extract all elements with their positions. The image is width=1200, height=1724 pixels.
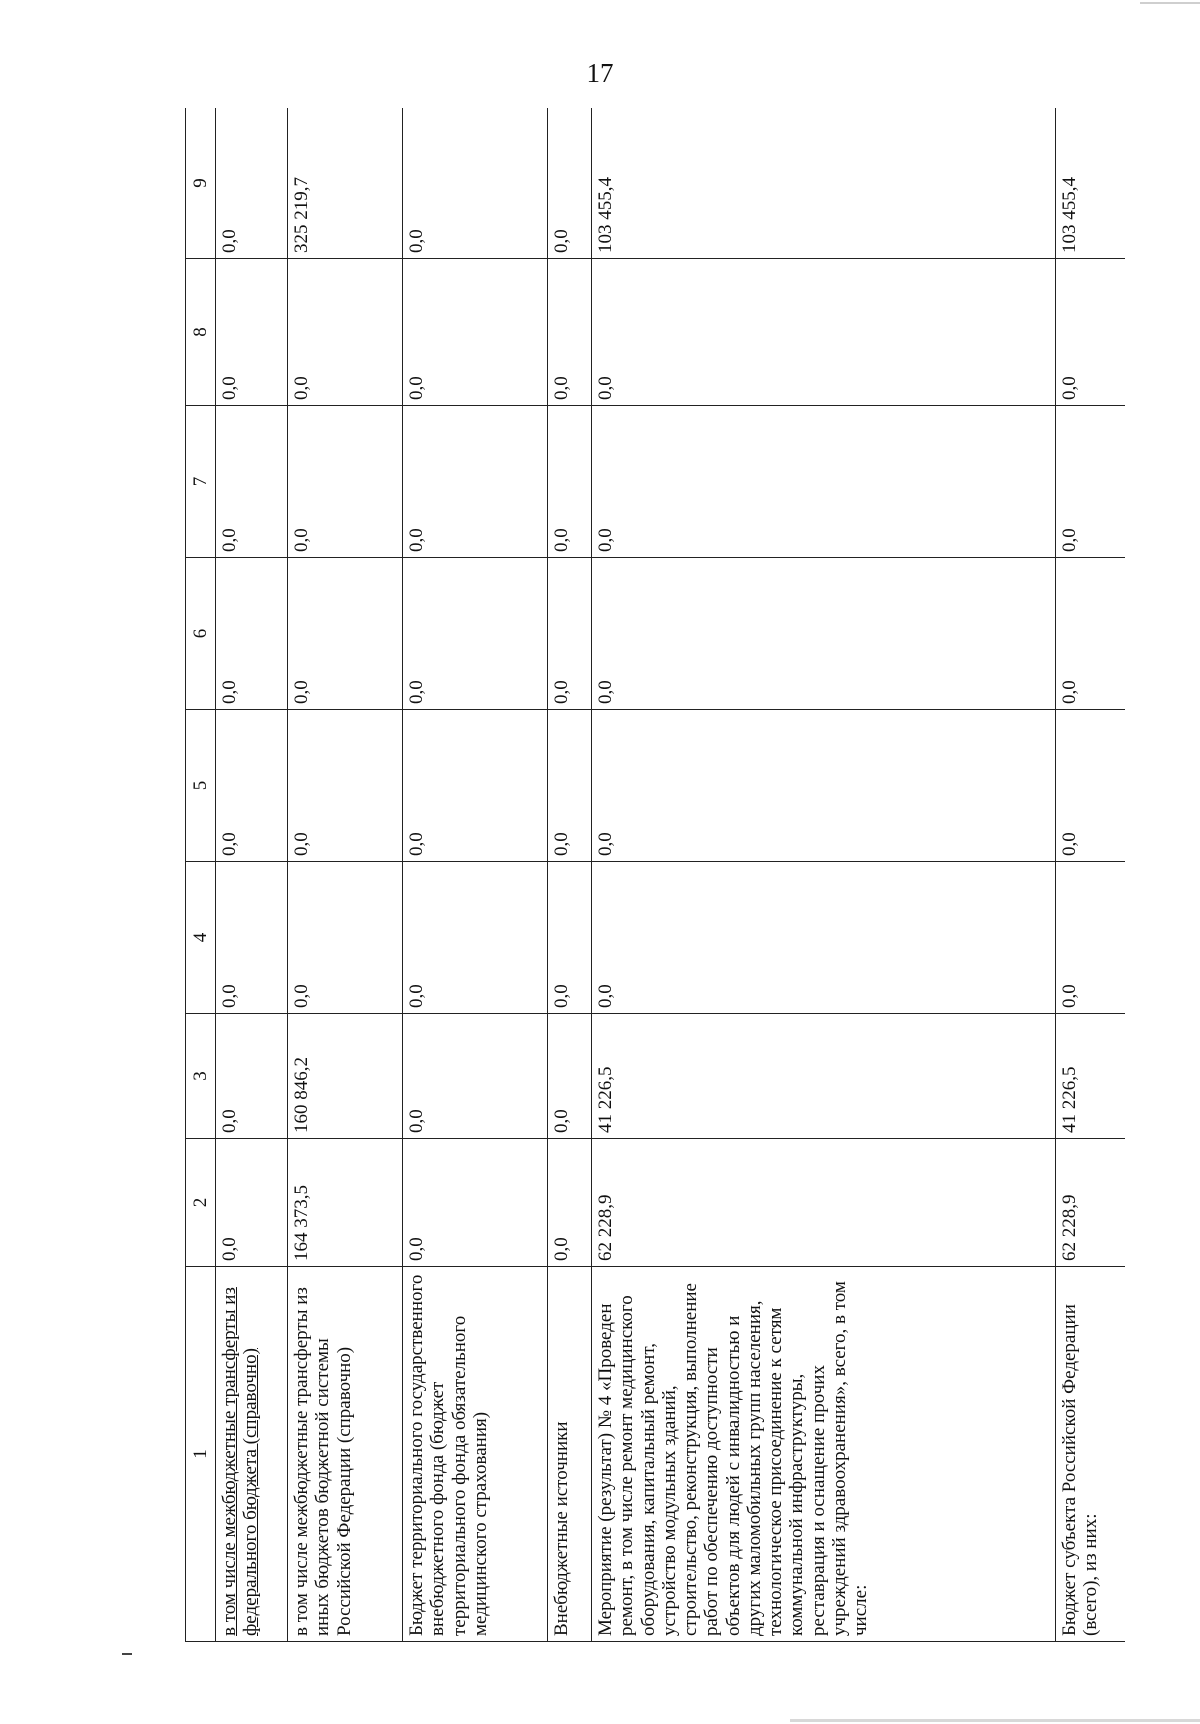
value-cell: 0,0 xyxy=(403,1014,548,1139)
value-cell: 41 226,5 xyxy=(592,1014,1056,1139)
page-number: 17 xyxy=(586,58,614,88)
value-cell: 62 228,9 xyxy=(592,1139,1056,1267)
value-cell: 103 455,4 xyxy=(1056,108,1126,259)
header-cell: 3 xyxy=(186,1014,216,1139)
value-cell: 62 228,9 xyxy=(1056,1139,1126,1267)
value-cell: 0,0 xyxy=(288,558,403,710)
value-cell: 103 455,4 xyxy=(592,108,1056,259)
row-label: Внебюджетные источники xyxy=(548,1267,592,1642)
value-cell: 325 219,7 xyxy=(288,108,403,259)
table-row xyxy=(216,108,288,1642)
value-cell: 0,0 xyxy=(592,862,1056,1014)
table-frame xyxy=(185,108,1125,1642)
table-row xyxy=(548,108,592,1642)
value-cell: 0,0 xyxy=(548,1014,592,1139)
value-cell: 0,0 xyxy=(216,1139,288,1267)
value-cell: 0,0 xyxy=(288,862,403,1014)
value-cell: 0,0 xyxy=(216,710,288,862)
value-cell: 0,0 xyxy=(1056,710,1126,862)
table-row xyxy=(403,108,548,1642)
value-cell: 41 226,5 xyxy=(1056,1014,1126,1139)
value-cell: 0,0 xyxy=(592,406,1056,558)
value-cell: 0,0 xyxy=(216,558,288,710)
row-label: Бюджет территориального государственного внебюджетного фонда (бюджет территориального фонда обязательного медицинского страхования) xyxy=(403,1267,548,1642)
rotated-table-container xyxy=(185,108,1125,1642)
value-cell: 0,0 xyxy=(1056,862,1126,1014)
value-cell: 0,0 xyxy=(216,406,288,558)
value-cell: 0,0 xyxy=(288,259,403,406)
table-row xyxy=(592,108,1056,1642)
value-cell: 0,0 xyxy=(548,259,592,406)
value-cell: 0,0 xyxy=(403,862,548,1014)
row-label: в том числе межбюджетные трансферты из иных бюджетов бюджетной системы Российской Федерации (справочно) xyxy=(288,1267,403,1642)
value-cell: 0,0 xyxy=(403,259,548,406)
header-cell: 6 xyxy=(186,558,216,710)
value-cell: 164 373,5 xyxy=(288,1139,403,1267)
row-label: в том числе межбюджетные трансферты из федерального бюджета (справочно) xyxy=(216,1267,288,1642)
scan-edge-top xyxy=(1140,2,1200,4)
value-cell: 0,0 xyxy=(403,558,548,710)
value-cell: 0,0 xyxy=(216,108,288,259)
value-cell: 0,0 xyxy=(1056,406,1126,558)
value-cell: 0,0 xyxy=(592,558,1056,710)
scan-edge-bottom xyxy=(790,1719,1200,1722)
table-row xyxy=(1056,108,1126,1642)
header-cell: 1 xyxy=(186,1267,216,1642)
value-cell: 0,0 xyxy=(216,862,288,1014)
table-header-row xyxy=(186,108,216,1642)
value-cell: 0,0 xyxy=(403,710,548,862)
scan-mark xyxy=(122,1653,132,1655)
value-cell: 0,0 xyxy=(288,406,403,558)
value-cell: 0,0 xyxy=(1056,259,1126,406)
value-cell: 0,0 xyxy=(548,558,592,710)
value-cell: 0,0 xyxy=(216,259,288,406)
value-cell: 0,0 xyxy=(592,259,1056,406)
row-label: Мероприятие (результат) № 4 «Проведен ремонт, в том числе ремонт медицинского оборудования, капитальный ремонт, устройство модульных зданий, строительство, реконструкция, выполнение работ по обеспечению доступности объектов для людей с инвалидностью и других маломобильных групп населения, технологическое присоединение к сетям коммунальной инфраструктуры, реставрация и оснащение прочих учреждений здравоохранения», всего, в том числе: xyxy=(592,1267,1056,1642)
header-cell: 4 xyxy=(186,862,216,1014)
value-cell: 0,0 xyxy=(548,108,592,259)
value-cell: 0,0 xyxy=(548,406,592,558)
value-cell: 0,0 xyxy=(403,108,548,259)
value-cell: 0,0 xyxy=(592,710,1056,862)
value-cell: 0,0 xyxy=(288,710,403,862)
header-cell: 5 xyxy=(186,710,216,862)
value-cell: 0,0 xyxy=(403,406,548,558)
value-cell: 0,0 xyxy=(1056,558,1126,710)
value-cell: 0,0 xyxy=(216,1014,288,1139)
header-cell: 7 xyxy=(186,406,216,558)
header-cell: 2 xyxy=(186,1139,216,1267)
value-cell: 0,0 xyxy=(548,862,592,1014)
header-cell: 8 xyxy=(186,259,216,406)
value-cell: 160 846,2 xyxy=(288,1014,403,1139)
value-cell: 0,0 xyxy=(548,1139,592,1267)
header-cell: 9 xyxy=(186,108,216,259)
budget-table xyxy=(185,108,1125,1642)
value-cell: 0,0 xyxy=(403,1139,548,1267)
value-cell: 0,0 xyxy=(548,710,592,862)
table-row xyxy=(288,108,403,1642)
row-label: Бюджет субъекта Российской Федерации (всего), из них: xyxy=(1056,1267,1126,1642)
